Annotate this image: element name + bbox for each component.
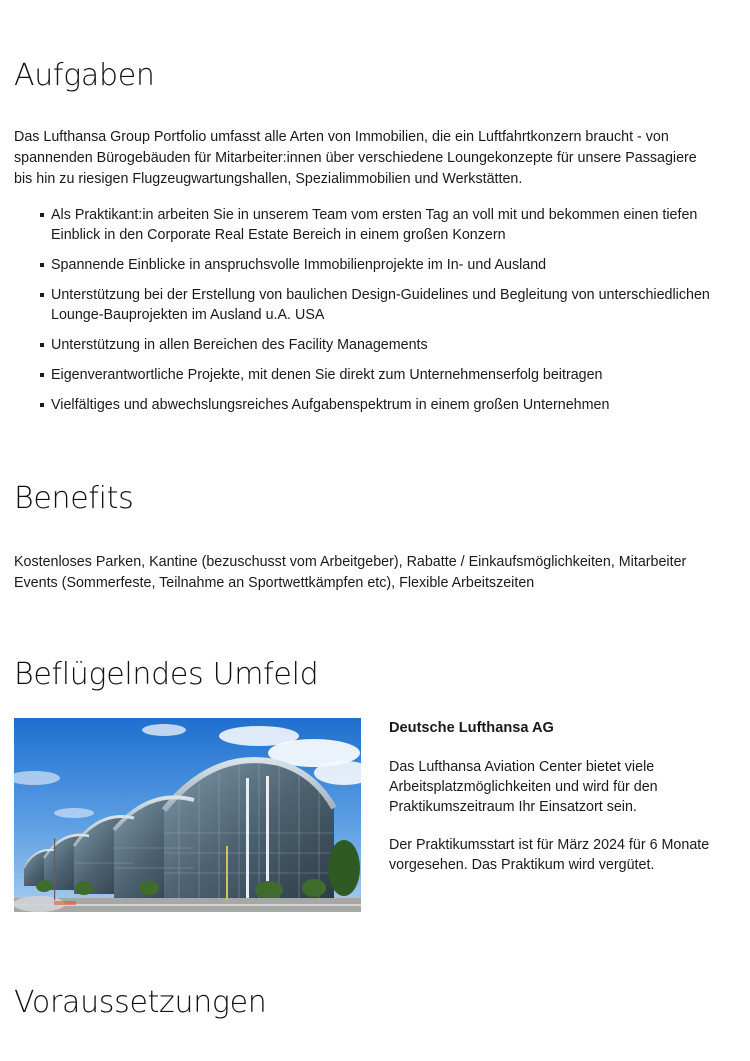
company-name: Deutsche Lufthansa AG <box>389 720 554 736</box>
umfeld-paragraph-1: Das Lufthansa Aviation Center bietet viele Arbeitsplatzmöglichkeiten und wird für den Praktikumszeitraum Ihr Einsatzort sein. <box>389 759 658 815</box>
benefits-text: Kostenloses Parken, Kantine (bezuschusst vom Arbeitgeber), Rabatte / Einkaufsmöglichkeiten, Mitarbeiter Events (Sommerfeste, Teilnahme an Sportwettkämpfen etc), Flexible Arbeitszeiten <box>14 554 687 591</box>
list-item: Spannende Einblicke in anspruchsvolle Immobilienprojekte im In- und Ausland <box>38 255 728 275</box>
list-item: Vielfältiges und abwechslungsreiches Aufgabenspektrum in einem großen Unternehmen <box>38 395 728 415</box>
benefits-heading: Benefits <box>14 481 134 516</box>
aufgaben-intro: Das Lufthansa Group Portfolio umfasst alle Arten von Immobilien, die ein Luftfahrtkonzern braucht - von spannenden Bürogebäuden für Mitarbeiter:innen über verschiedene Loungekonzepte für unsere Passagiere bis hin zu riesigen Flugzeugwartungshallen, Spezialimmobilien und Werkstätten. <box>14 129 697 187</box>
umfeld-paragraph-2: Der Praktikumsstart ist für März 2024 für 6 Monate vorgesehen. Das Praktikum wird vergütet. <box>389 837 710 873</box>
umfeld-heading: Beflügelndes Umfeld <box>14 657 319 692</box>
umfeld-text-block <box>389 718 724 893</box>
list-item: Eigenverantwortliche Projekte, mit denen Sie direkt zum Unternehmenserfolg beitragen <box>38 365 728 385</box>
aufgaben-list <box>14 205 728 425</box>
list-item: Als Praktikant:in arbeiten Sie in unserem Team vom ersten Tag an voll mit und bekommen einen tiefen Einblick in den Corporate Real Estate Bereich in einem großen Konzern <box>38 205 728 245</box>
aufgaben-heading: Aufgaben <box>14 58 155 93</box>
aviation-center-photo <box>14 718 361 912</box>
list-item: Unterstützung bei der Erstellung von baulichen Design-Guidelines und Begleitung von unterschiedlichen Lounge-Bauprojekten im Ausland u.A. USA <box>38 285 728 325</box>
voraussetzungen-heading: Voraussetzungen <box>14 985 267 1020</box>
list-item: Unterstützung in allen Bereichen des Facility Managements <box>38 335 728 355</box>
